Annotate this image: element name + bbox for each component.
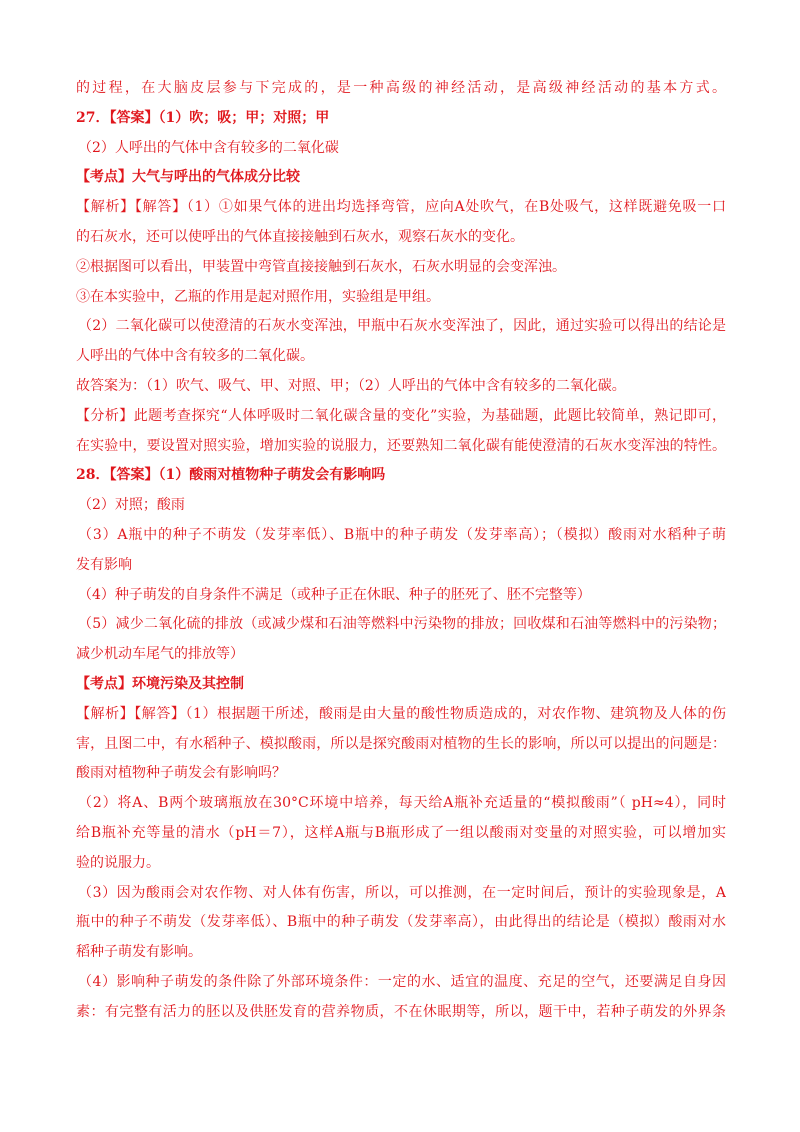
text-line: （3）因为酸雨会对农作物、对人体有伤害，所以，可以推测，在一定时间后，预计的实验现象是，A <box>78 884 726 901</box>
text-line: 瓶中的种子不萌发（发芽率低）、B瓶中的种子萌发（发芽率高），由此得出的结论是（模拟）酸雨对水 <box>76 914 726 931</box>
text-line: （5）减少二氧化硫的排放（或减少煤和石油等燃料中污染物的排放；回收煤和石油等燃料中的污染物； <box>78 616 726 633</box>
text-line: （4）影响种子萌发的条件除了外部环境条件：一定的水、适宜的温度、充足的空气，还要满足自身因 <box>78 973 726 990</box>
text-line: 素：有完整有活力的胚以及供胚发育的营养物质，不在休眠期等，所以，题干中，若种子萌发的外界条 <box>76 1003 726 1020</box>
text-line: （2）将A、B两个玻璃瓶放在30°C环境中培养，每天给A瓶补充适量的“模拟酸雨”（ pH≈4），同时 <box>78 795 726 812</box>
text-line: 的石灰水，还可以使呼出的气体直接接触到石灰水，观察石灰水的变化。 <box>76 228 524 245</box>
text-line: 给B瓶补充等量的清水（pH＝7），这样A瓶与B瓶形成了一组以酸雨对变量的对照实验，可以增加实 <box>76 824 726 841</box>
text-line: 稻种子萌发有影响。 <box>76 944 202 961</box>
document-page <box>76 74 726 1028</box>
text-line: ③在本实验中，乙瓶的作用是起对照作用，实验组是甲组。 <box>76 288 440 305</box>
text-line: 酸雨对植物种子萌发会有影响吗？ <box>76 765 286 782</box>
text-line: 减少机动车尾气的排放等） <box>76 646 244 663</box>
topic-heading: 【考点】环境污染及其控制 <box>76 675 244 692</box>
answer-heading-28: 28．【答案】（1）酸雨对植物种子萌发会有影响吗 <box>76 467 386 484</box>
text-line: （3）A瓶中的种子不萌发（发芽率低）、B瓶中的种子萌发（发芽率高）；（模拟）酸雨对水稻种子萌 <box>78 526 726 543</box>
text-line: （2）对照；酸雨 <box>78 497 185 514</box>
text-line: 发有影响 <box>76 556 132 573</box>
text-line: 验的说服力。 <box>76 854 160 871</box>
answer-heading-27: 27．【答案】（1）吹；吸；甲；对照；甲 <box>76 109 330 126</box>
text-line: 故答案为：（1）吹气、吸气、甲、对照、甲；（2）人呼出的气体中含有较多的二氧化碳。 <box>76 377 626 394</box>
text-line: 害，且图二中，有水稻种子、模拟酸雨，所以是探究酸雨对植物的生长的影响，所以可以提出的问题是： <box>76 735 726 752</box>
text-line: 【解析】【解答】（1）①如果气体的进出均选择弯管，应向A处吹气，在B处吸气，这样既避免吸一口 <box>76 199 726 216</box>
text-line: （2）人呼出的气体中含有较多的二氧化碳 <box>78 139 339 156</box>
text-line: 【解析】【解答】（1）根据题干所述，酸雨是由大量的酸性物质造成的，对农作物、建筑物及人体的伤 <box>76 705 726 722</box>
text-line: （4）种子萌发的自身条件不满足（或种子正在休眠、种子的胚死了、胚不完整等） <box>78 586 591 603</box>
text-line: 的过程，在大脑皮层参与下完成的，是一种高级的神经活动，是高级神经活动的基本方式。 <box>76 80 726 96</box>
text-line: 人呼出的气体中含有较多的二氧化碳。 <box>76 348 314 365</box>
text-line: ②根据图可以看出，甲装置中弯管直接接触到石灰水，石灰水明显的会变浑浊。 <box>76 258 566 275</box>
analysis-line: 【分析】此题考查探究“人体呼吸时二氧化碳含量的变化”实验，为基础题，此题比较简单，熟记即可， <box>76 407 726 424</box>
text-line: （2）二氧化碳可以使澄清的石灰水变浑浊，甲瓶中石灰水变浑浊了，因此，通过实验可以得出的结论是 <box>78 318 726 335</box>
topic-heading: 【考点】大气与呼出的气体成分比较 <box>76 169 300 186</box>
text-line: 在实验中，要设置对照实验，增加实验的说服力，还要熟知二氧化碳有能使澄清的石灰水变浑浊的特性。 <box>76 437 726 454</box>
